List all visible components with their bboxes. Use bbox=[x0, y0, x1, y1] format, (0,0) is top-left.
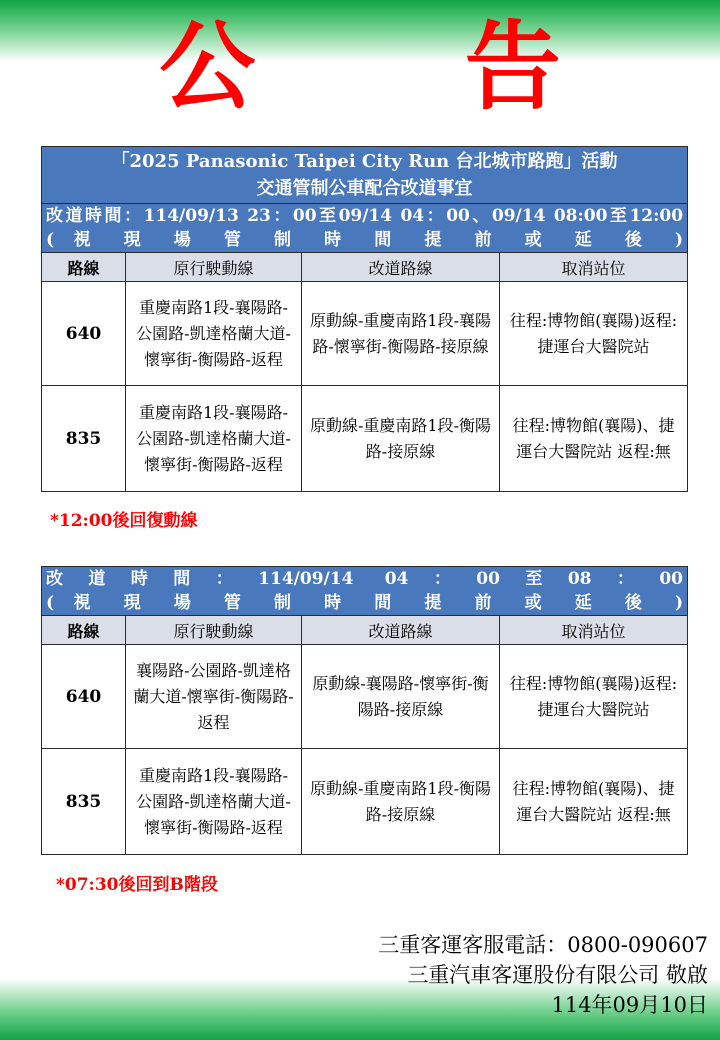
original-route: 重慶南路1段-襄陽路-公園路-凱達格蘭大道-懷寧街-衡陽路-返程 bbox=[126, 386, 302, 492]
table-row bbox=[42, 749, 688, 855]
detour-route: 原動線-襄陽路-懷寧街-衡陽路-接原線 bbox=[302, 645, 500, 749]
column-header-route: 路線 bbox=[42, 253, 126, 282]
detour-time-line2: ( 視 現 場 管 制 時 間 提 前 或 延 後 ) bbox=[46, 230, 684, 250]
company-signature: 三重汽車客運股份有限公司 敬啟 bbox=[407, 963, 708, 987]
column-header-cancel: 取消站位 bbox=[500, 253, 688, 282]
service-phone: 三重客運客服電話：0800-090607 bbox=[378, 933, 708, 957]
detour-route: 原動線-重慶南路1段-衡陽路-接原線 bbox=[302, 749, 500, 855]
column-header-detour: 改道路線 bbox=[302, 253, 500, 282]
table-row bbox=[42, 386, 688, 492]
detour-table-2 bbox=[41, 566, 688, 855]
column-header-cancel: 取消站位 bbox=[500, 616, 688, 645]
detour-time-2 bbox=[42, 567, 688, 616]
column-header-original: 原行駛動線 bbox=[126, 253, 302, 282]
table-header-row bbox=[42, 616, 688, 645]
detour-route: 原動線-重慶南路1段-襄陽路-懷寧街-衡陽路-接原線 bbox=[302, 282, 500, 386]
table-row bbox=[42, 282, 688, 386]
detour-route: 原動線-重慶南路1段-衡陽路-接原線 bbox=[302, 386, 500, 492]
cancelled-stops: 往程:博物館(襄陽)返程:捷運台大醫院站 bbox=[500, 282, 688, 386]
column-header-detour: 改道路線 bbox=[302, 616, 500, 645]
detour-time-line1: 改道時間：114/09/13 23：00至09/14 04：00、09/14 08:00至12:00 bbox=[46, 206, 684, 226]
detour-time-line2: ( 視 現 場 管 制 時 間 提 前 或 延 後 ) bbox=[46, 593, 684, 613]
route-number: 835 bbox=[42, 749, 126, 855]
route-number: 640 bbox=[42, 282, 126, 386]
original-route: 重慶南路1段-襄陽路-公園路-凱達格蘭大道-懷寧街-衡陽路-返程 bbox=[126, 749, 302, 855]
detour-table-1 bbox=[41, 146, 688, 492]
original-route: 襄陽路-公園路-凱達格蘭大道-懷寧街-衡陽路-返程 bbox=[126, 645, 302, 749]
table-header-row bbox=[42, 253, 688, 282]
page-title: 公 告 bbox=[159, 10, 649, 123]
cancelled-stops: 往程:博物館(襄陽)、捷運台大醫院站 返程:無 bbox=[500, 386, 688, 492]
route-number: 640 bbox=[42, 645, 126, 749]
cancelled-stops: 往程:博物館(襄陽)、捷運台大醫院站 返程:無 bbox=[500, 749, 688, 855]
column-header-route: 路線 bbox=[42, 616, 126, 645]
detour-time-line1: 改道時間：114/09/14 04：00至08：00 bbox=[46, 569, 684, 589]
route-number: 835 bbox=[42, 386, 126, 492]
resume-note-2: *07:30後回到B階段 bbox=[56, 875, 218, 895]
table-row bbox=[42, 645, 688, 749]
event-title-line2: 交通管制公車配合改道事宜 bbox=[256, 178, 473, 199]
resume-note-1: *12:00後回復動線 bbox=[50, 511, 198, 531]
original-route: 重慶南路1段-襄陽路-公園路-凱達格蘭大道-懷寧街-衡陽路-返程 bbox=[126, 282, 302, 386]
cancelled-stops: 往程:博物館(襄陽)返程:捷運台大醫院站 bbox=[500, 645, 688, 749]
column-header-original: 原行駛動線 bbox=[126, 616, 302, 645]
notice-date: 114年09月10日 bbox=[551, 993, 708, 1017]
footer bbox=[378, 930, 708, 1020]
event-title bbox=[42, 147, 688, 204]
event-title-line1: 「2025 Panasonic Taipei City Run 台北城市路跑」活動 bbox=[111, 151, 618, 172]
detour-time-1 bbox=[42, 204, 688, 253]
